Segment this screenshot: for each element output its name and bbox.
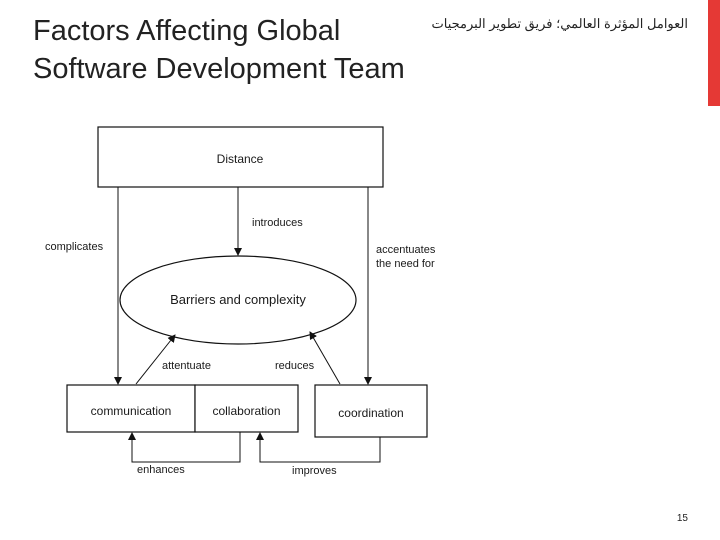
reduces-arrow — [310, 332, 340, 384]
enhances-arrow — [132, 432, 240, 462]
collaboration-label: collaboration — [212, 404, 281, 418]
accentuates-label-1: accentuates — [376, 244, 436, 256]
complicates-label: complicates — [45, 241, 104, 253]
page-number: 15 — [676, 513, 688, 524]
communication-label: communication — [90, 404, 172, 418]
slide-title: Factors Affecting Global Software Development Team — [33, 15, 405, 85]
reduces-label: reduces — [275, 360, 315, 372]
attentuate-label: attentuate — [162, 360, 211, 372]
introduces-label: introduces — [252, 217, 303, 229]
arabic-subtitle: العوامل المؤثرة العالمي؛ فريق تطوير البرمجيات — [431, 16, 688, 31]
enhances-label: enhances — [137, 464, 185, 476]
barriers-label: Barriers and complexity — [170, 292, 306, 307]
accent-bar — [708, 0, 720, 106]
factors-diagram — [40, 120, 460, 485]
coordination-label: coordination — [338, 406, 404, 420]
accentuates-label-2: the need for — [376, 258, 435, 270]
improves-label: improves — [292, 465, 337, 477]
distance-label: Distance — [216, 152, 264, 166]
